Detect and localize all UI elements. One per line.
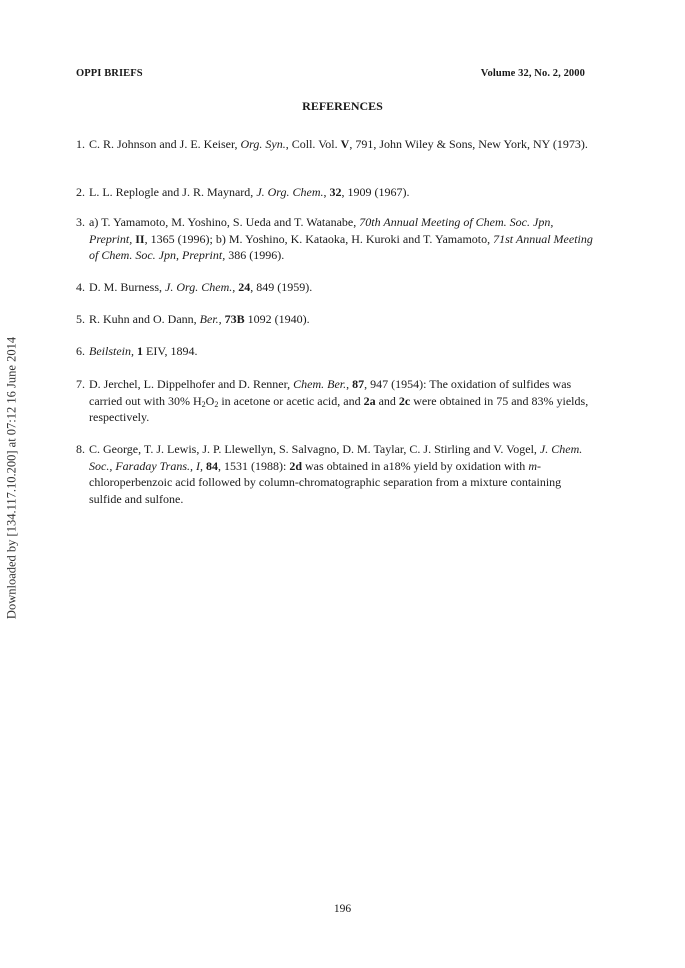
reference-text-run: C. George, T. J. Lewis, J. P. Llewellyn, S. Salvagno, D. M. Taylar, C. J. Stirling and V. Vogel,: [89, 442, 540, 456]
reference-text: [89, 311, 596, 328]
page-number: 196: [333, 903, 352, 915]
reference-text-run: J. Org. Chem.,: [165, 280, 236, 294]
reference-text-run: 71st Annual Meeting of Chem. Soc. Jpn, Preprint,: [89, 231, 593, 262]
reference-text-run: 84: [206, 458, 218, 473]
reference-text-run: , 1365 (1996); b) M. Yoshino, K. Kataoka, H. Kuroki and T. Yamamoto,: [144, 231, 494, 246]
reference-text-run: 73B: [224, 312, 245, 326]
reference-text-run: , 849 (1959).: [250, 280, 313, 294]
reference-text-run: C. R. Johnson and J. E. Keiser,: [89, 137, 241, 151]
reference-text-run: 2: [201, 399, 206, 409]
reference-text-run: 70th Annual Meeting of Chem. Soc. Jpn, Preprint,: [89, 215, 554, 246]
reference-text: [89, 343, 596, 360]
reference-number: 5.: [76, 312, 85, 326]
reference-number: 2.: [76, 185, 85, 199]
reference-text-run: O: [205, 393, 215, 408]
reference-text-run: Org. Syn.: [240, 137, 286, 151]
reference-number: 4.: [76, 280, 85, 294]
reference-text-run: J. Chem. Soc., Faraday Trans., I,: [89, 442, 583, 473]
reference-number: 7.: [76, 377, 85, 391]
reference-item: [76, 184, 596, 201]
reference-text-run: Ber.,: [199, 312, 222, 326]
reference-text-run: , 947 (1954): The oxidation of sulfides was carried out with 30% H: [89, 377, 572, 408]
reference-text-run: 2: [214, 399, 219, 409]
reference-text: [89, 441, 596, 507]
reference-item: [76, 136, 596, 153]
reference-text-run: ,: [346, 377, 353, 391]
reference-text: [89, 184, 596, 201]
reference-text-run: R. Kuhn and O. Dann,: [89, 312, 200, 326]
reference-text-run: m: [528, 458, 537, 473]
download-watermark: Downloaded by [134.117.10.200] at 07:12 16 June 2014: [4, 336, 19, 620]
reference-text: [89, 136, 596, 153]
references-heading: REFERENCES: [302, 99, 383, 113]
reference-text-run: was obtained in a18% yield by oxidation with: [302, 458, 529, 473]
reference-text-run: were obtained in 75 and 83% yields, respectively.: [89, 393, 589, 424]
reference-text-run: in acetone or acetic acid, and: [218, 393, 364, 408]
reference-item: [76, 311, 596, 328]
reference-text-run: , Coll. Vol.: [285, 137, 341, 151]
reference-item: [76, 343, 596, 360]
reference-item: [76, 214, 596, 264]
reference-item: [76, 441, 596, 507]
reference-text-run: a) T. Yamamoto, M. Yoshino, S. Ueda and T. Watanabe,: [89, 215, 360, 229]
reference-text-run: 1: [137, 344, 143, 358]
reference-text-run: -chloroperbenzoic acid followed by column-chromatographic separation from a mixture containing sulfide and sulfone.: [89, 458, 562, 506]
reference-text-run: 2d: [289, 458, 303, 473]
reference-item: [76, 279, 596, 296]
reference-text-run: 2a: [363, 393, 376, 408]
reference-item: [76, 376, 596, 426]
reference-text: [89, 214, 596, 264]
reference-text-run: , 791, John Wiley & Sons, New York, NY (1973).: [349, 137, 588, 151]
reference-text-run: , 1909 (1967).: [341, 185, 410, 199]
reference-text: [89, 376, 596, 426]
reference-text-run: 24: [238, 280, 251, 294]
reference-text-run: 1092 (1940).: [244, 312, 310, 326]
reference-text-run: ,: [323, 185, 330, 199]
volume-issue-info: Volume 32, No. 2, 2000: [480, 68, 585, 79]
reference-number: 8.: [76, 442, 85, 456]
reference-text-run: II: [135, 231, 145, 246]
reference-text-run: Chem. Ber.: [293, 377, 347, 391]
reference-number: 3.: [76, 215, 85, 229]
reference-text-run: V: [340, 137, 350, 151]
reference-text-run: 2c: [398, 393, 411, 408]
reference-text-run: , 1531 (1988):: [218, 458, 290, 473]
reference-number: 1.: [76, 137, 85, 151]
reference-text-run: D. M. Burness,: [89, 280, 166, 294]
reference-text-run: D. Jerchel, L. Dippelhofer and D. Renner,: [89, 377, 294, 391]
reference-text-run: Beilstein,: [89, 344, 134, 358]
reference-text-run: 87: [352, 377, 365, 391]
journal-running-head: OPPI BRIEFS: [76, 68, 143, 79]
reference-text-run: 386 (1996).: [225, 248, 285, 262]
reference-text-run: 32: [329, 185, 342, 199]
reference-text-run: J. Org. Chem.: [256, 185, 324, 199]
reference-text-run: and: [375, 393, 399, 408]
reference-text-run: EIV, 1894.: [143, 344, 198, 358]
reference-number: 6.: [76, 344, 85, 358]
reference-text-run: L. L. Replogle and J. R. Maynard,: [89, 185, 257, 199]
reference-text: [89, 279, 596, 296]
